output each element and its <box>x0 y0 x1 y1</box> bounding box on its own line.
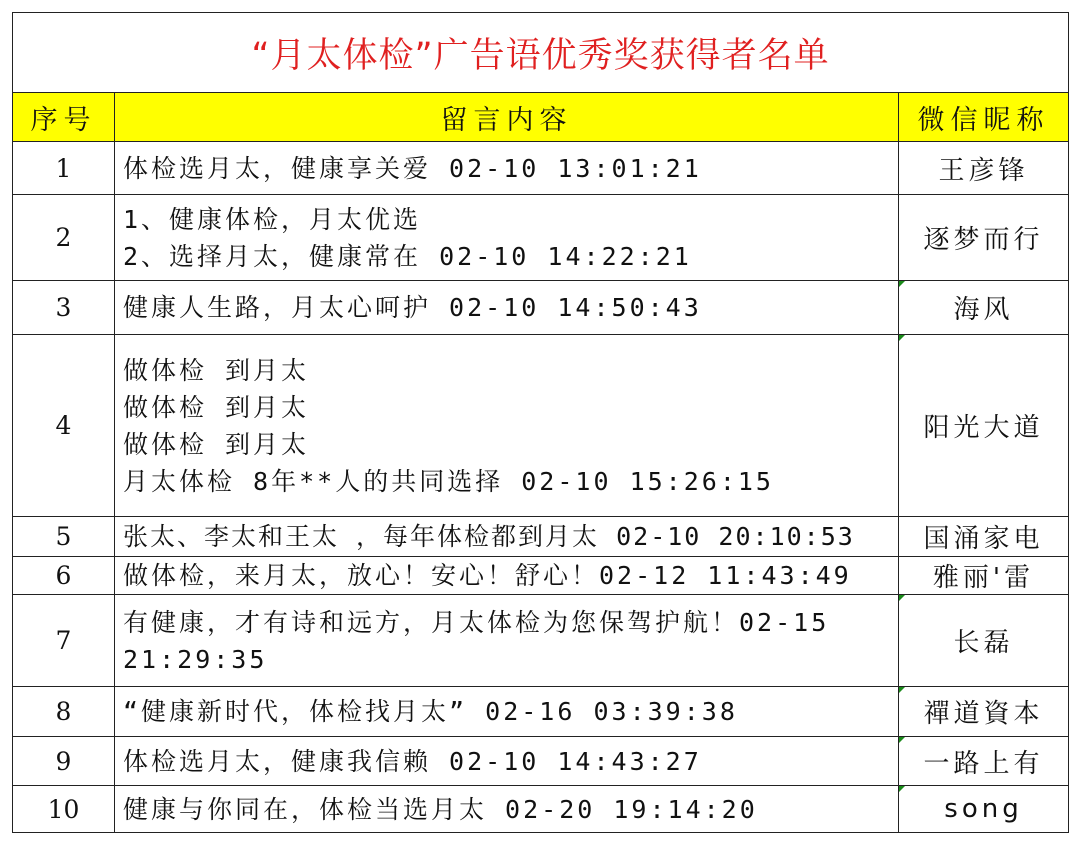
row-nickname <box>899 517 1069 557</box>
row-content: 体检选月太，健康我信赖 02-10 14:43:27 <box>115 737 899 786</box>
row-content: 健康人生路，月太心呵护 02-10 14:50:43 <box>115 281 899 335</box>
table-row <box>13 687 1069 737</box>
nickname-text: 一路上有 <box>923 748 1044 779</box>
table-row <box>13 517 1069 557</box>
row-nickname <box>899 281 1069 335</box>
cell-marker <box>899 281 905 287</box>
row-nickname <box>899 142 1069 195</box>
table-row <box>13 595 1069 687</box>
page-title: “月太体检”广告语优秀奖获得者名单 <box>13 13 1069 93</box>
winners-table <box>12 12 1069 833</box>
row-index: 6 <box>13 557 115 595</box>
nickname-text: 国涌家电 <box>923 524 1044 554</box>
row-index: 3 <box>13 281 115 335</box>
nickname-text: 王彦锋 <box>938 155 1029 186</box>
row-index: 1 <box>13 142 115 195</box>
row-index: 10 <box>13 786 115 833</box>
nickname-text: 雅丽'雷 <box>932 563 1035 593</box>
row-nickname <box>899 786 1069 833</box>
nickname-text: song <box>944 794 1023 824</box>
row-content: 健康与你同在，体检当选月太 02-20 19:14:20 <box>115 786 899 833</box>
row-index: 2 <box>13 195 115 281</box>
header-index: 序号 <box>13 93 115 142</box>
row-content: 做体检 到月太 做体检 到月太 做体检 到月太 月太体检 8年**人的共同选择 02-10 15:26:15 <box>115 335 899 517</box>
row-nickname <box>899 737 1069 786</box>
row-nickname <box>899 557 1069 595</box>
nickname-text: 阳光大道 <box>923 413 1044 443</box>
nickname-text: 海风 <box>953 295 1014 325</box>
row-index: 5 <box>13 517 115 557</box>
winners-sheet <box>12 12 1068 836</box>
table-row <box>13 142 1069 195</box>
nickname-text: 逐梦而行 <box>923 225 1044 255</box>
cell-marker <box>899 786 905 792</box>
row-nickname <box>899 687 1069 737</box>
nickname-text: 长磊 <box>953 628 1014 658</box>
header-row <box>13 93 1069 142</box>
cell-marker <box>899 335 905 341</box>
row-content: 有健康，才有诗和远方，月太体检为您保驾护航！02-15 21:29:35 <box>115 595 899 687</box>
nickname-text: 禪道資本 <box>923 699 1044 729</box>
table-row <box>13 557 1069 595</box>
row-content: 做体检，来月太，放心！安心！舒心！02-12 11:43:49 <box>115 557 899 595</box>
row-content: 体检选月太，健康享关爱 02-10 13:01:21 <box>115 142 899 195</box>
cell-marker <box>899 687 905 693</box>
table-row <box>13 335 1069 517</box>
table-row <box>13 281 1069 335</box>
row-content: “健康新时代，体检找月太” 02-16 03:39:38 <box>115 687 899 737</box>
title-row <box>13 13 1069 93</box>
row-index: 9 <box>13 737 115 786</box>
cell-marker <box>899 595 905 601</box>
row-index: 4 <box>13 335 115 517</box>
table-row <box>13 786 1069 833</box>
row-nickname <box>899 335 1069 517</box>
table-row <box>13 195 1069 281</box>
table-row <box>13 737 1069 786</box>
row-index: 7 <box>13 595 115 687</box>
header-nickname: 微信昵称 <box>899 93 1069 142</box>
header-content: 留言内容 <box>115 93 899 142</box>
row-nickname <box>899 595 1069 687</box>
row-content: 张太、李太和王太 ，每年体检都到月太 02-10 20:10:53 <box>115 517 899 557</box>
row-content: 1、健康体检，月太优选 2、选择月太，健康常在 02-10 14:22:21 <box>115 195 899 281</box>
cell-marker <box>899 737 905 743</box>
row-nickname <box>899 195 1069 281</box>
row-index: 8 <box>13 687 115 737</box>
